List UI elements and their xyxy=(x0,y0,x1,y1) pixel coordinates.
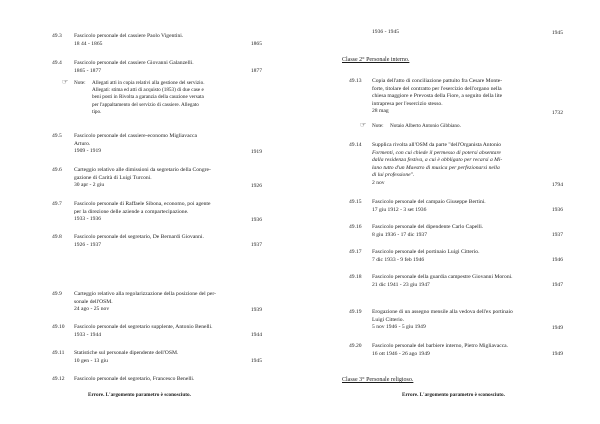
note-line: per l'appaltamento del servizio di cassiere. Allegato xyxy=(92,101,199,108)
entry-line: 1933 - 1936 xyxy=(74,216,102,223)
entry-49-15 xyxy=(349,199,563,215)
entry-line: di lui professione". xyxy=(372,172,415,179)
note-line: Allegati atti in copia relativi alla gestione del servizio. xyxy=(92,80,205,86)
entry-line: Fascicolo personale del cassiere-economo Migliavacca xyxy=(74,133,198,139)
entry-line: 1865 - 1877 xyxy=(74,67,102,74)
entry-49-12 xyxy=(52,376,262,385)
entry-line: 28 mag xyxy=(372,108,389,115)
entry-line: Carteggio relativo alla regolarizzazione della posizione del per- xyxy=(74,291,216,297)
entry-line: Supplica rivolta all'OSM da parte "dell'Organista Antonio xyxy=(372,142,502,148)
entry-line: Arturo. xyxy=(74,140,91,147)
entry-line: 7 dic 1933 - 9 feb 1946 xyxy=(372,256,425,263)
entry-year: 1949 xyxy=(551,351,563,358)
pointing-hand-icon: ☞ xyxy=(62,78,69,86)
entry-year: 1937 xyxy=(250,242,262,249)
entry-year: 1919 xyxy=(250,149,262,156)
entry-year: 1936 xyxy=(250,217,262,224)
entry-49-3 xyxy=(52,33,262,49)
entry-49-6 xyxy=(52,167,262,191)
entry-49-4 xyxy=(52,60,262,76)
entry-line: 1909 - 1919 xyxy=(74,148,102,155)
entry-line: 30 apr - 2 giu xyxy=(74,182,105,189)
entry-line: 1936 - 1945 xyxy=(372,29,400,35)
entry-line: Fascicolo personale del portinaio Luigi Citterio. xyxy=(372,249,480,255)
entry-year: 1877 xyxy=(250,68,262,75)
note-line: Notaio Alberto Antonio Gibbiano. xyxy=(390,123,461,129)
entry-line: Erogazione di un assegno mensile alla vedova dell'ex portinaio xyxy=(372,309,513,315)
page-footer: Errore. L'argomento parametro è sconosciuto. xyxy=(88,392,191,398)
entry-line: sonale dell'OSM. xyxy=(74,298,113,305)
entry-line: 21 dic 1941 - 23 giu 1947 xyxy=(372,281,430,288)
entry-line: Fascicolo personale della guardia campestre Giovanni Moroni. xyxy=(372,274,513,280)
entry-line: 18 44 - 1865 xyxy=(74,40,103,47)
section-heading-class-3: Classe 3° Personale religioso. xyxy=(342,377,414,383)
entry-49-13 xyxy=(349,78,563,118)
entry-line: intrapresa per l'esercizio stesso. xyxy=(372,100,443,107)
entry-number: 49.3 xyxy=(52,33,62,39)
entry-line: Fascicolo personale del cassiere Giovanni Galanzelli. xyxy=(74,60,194,66)
entry-number: 49.19 xyxy=(349,309,362,315)
entry-line: lano tutto d'un Maestro di musica per perfezionarsi nella xyxy=(372,164,500,171)
entry-number: 49.13 xyxy=(349,78,362,84)
note-label: Note: xyxy=(372,123,384,129)
entry-line: chiesa maggiore e Prevosta della Fiore, a seguito della lite xyxy=(372,93,503,100)
page-footer: Errore. L'argomento parametro è sconosciuto. xyxy=(402,392,505,398)
section-heading-class-2: Classe 2° Personale interno. xyxy=(342,57,410,63)
entry-line: dalla residenza festiva, a cui è obbligato per recarsi a Mi- xyxy=(372,157,503,164)
entry-49-19 xyxy=(349,309,563,333)
entry-line: 2 nov xyxy=(372,179,385,186)
entry-year: 1939 xyxy=(250,307,262,314)
entry-line: 5 nov 1946 - 5 giu 1949 xyxy=(372,324,426,331)
entry-number: 49.10 xyxy=(52,324,65,330)
entry-line: 1926 - 1937 xyxy=(74,241,102,248)
entry-number: 49.9 xyxy=(52,291,62,297)
entry-49-11 xyxy=(52,350,262,366)
entry-line: Fascicolo personale del segretario supplente, Antonio Benelli. xyxy=(74,324,213,330)
note-line: beni posti in Rivolta a garanzia della cauzione versata xyxy=(92,94,204,101)
pointing-hand-icon: ☞ xyxy=(360,121,367,129)
entry-year: 1865 xyxy=(250,41,262,48)
entry-49-5 xyxy=(52,133,262,157)
entry-number: 49.6 xyxy=(52,167,62,173)
entry-line: Fascicolo personale del cassiere Paolo Vigentini. xyxy=(74,33,184,39)
entry-49-20 xyxy=(349,343,563,359)
entry-year: 1794 xyxy=(551,182,563,189)
entry-49-8 xyxy=(52,234,262,250)
entry-line: Fascicolo personale di Raffaele Sibona, economo, poi agente xyxy=(74,201,211,207)
entry-line: Luigi Citterio. xyxy=(372,316,405,323)
top-continuation xyxy=(362,29,563,38)
entry-line: Formenti, con cui chiede il permesso di potersi absentare xyxy=(372,149,501,156)
entry-number: 49.18 xyxy=(349,274,362,280)
note-line: Allegati: stima ed atti di acquisto (1853) di due case e xyxy=(92,87,204,94)
entry-line: Fascicolo personale del campaio Giuseppe Bertini. xyxy=(372,199,486,205)
entry-line: Fascicolo personale del segretario, Francesco Benelli. xyxy=(74,376,195,382)
entry-line: forte, titolare del contratto per l'esercizio dell'organo nella xyxy=(372,85,502,92)
entry-year: 1732 xyxy=(551,110,563,117)
entry-line: 16 ott 1946 - 26 ago 1949 xyxy=(372,350,430,357)
entry-year: 1936 xyxy=(551,207,563,214)
entry-number: 49.7 xyxy=(52,201,62,207)
entry-year: 1945 xyxy=(250,358,262,365)
entry-line: 24 ago - 25 nov xyxy=(74,306,110,313)
entry-line: 1933 - 1944 xyxy=(74,331,102,338)
entry-49-17 xyxy=(349,249,563,265)
entry-year: 1949 xyxy=(551,325,563,332)
note-49-13 xyxy=(360,123,560,132)
entry-line: 10 gen - 13 giu xyxy=(74,357,108,364)
entry-number: 49.14 xyxy=(349,142,362,148)
entry-year: 1945 xyxy=(551,30,563,37)
entry-line: 8 giu 1936 - 17 dic 1937 xyxy=(372,231,428,238)
entry-line: Statistiche sul personale dipendente dell'OSM. xyxy=(74,350,179,356)
entry-number: 49.15 xyxy=(349,199,362,205)
entry-49-18 xyxy=(349,274,563,290)
entry-line: Fascicolo personale del barbiere interno, Pietro Migliavacca. xyxy=(372,343,509,349)
entry-line: Fascicolo personale del dipendente Carlo Capelli. xyxy=(372,224,484,230)
entry-line: gazione di Carità di Luigi Turconi. xyxy=(74,174,152,181)
entry-year: 1944 xyxy=(250,332,262,339)
note-49-4 xyxy=(62,80,262,120)
entry-number: 49.12 xyxy=(52,376,65,382)
entry-year: 1947 xyxy=(551,282,563,289)
entry-line: Carteggio relativo alle dimissioni da segretario della Congre- xyxy=(74,167,211,173)
entry-line: Fascicolo personale del segretario, De Bernardi Giovanni. xyxy=(74,234,204,240)
entry-number: 49.16 xyxy=(349,224,362,230)
entry-number: 49.8 xyxy=(52,234,62,240)
entry-line: Copia dell'atto di conciliazione pattuito fra Cesare Monte- xyxy=(372,78,503,84)
note-label: Note: xyxy=(74,80,86,86)
entry-number: 49.20 xyxy=(349,343,362,349)
entry-49-7 xyxy=(52,201,262,225)
entry-number: 49.5 xyxy=(52,133,62,139)
entry-line: per la direzione delle aziende a compartecipazione. xyxy=(74,208,189,215)
entry-number: 49.11 xyxy=(52,350,65,356)
entry-49-10 xyxy=(52,324,262,340)
entry-line: 17 giu 1912 - 3 set 1936 xyxy=(372,206,427,213)
entry-number: 49.4 xyxy=(52,60,62,66)
entry-49-16 xyxy=(349,224,563,240)
entry-year: 1937 xyxy=(551,232,563,239)
entry-49-14 xyxy=(349,142,563,190)
entry-49-9 xyxy=(52,291,262,315)
note-line: tipo. xyxy=(92,108,102,115)
entry-year: 1926 xyxy=(250,183,262,190)
entry-year: 1946 xyxy=(551,257,563,264)
entry-number: 49.17 xyxy=(349,249,362,255)
